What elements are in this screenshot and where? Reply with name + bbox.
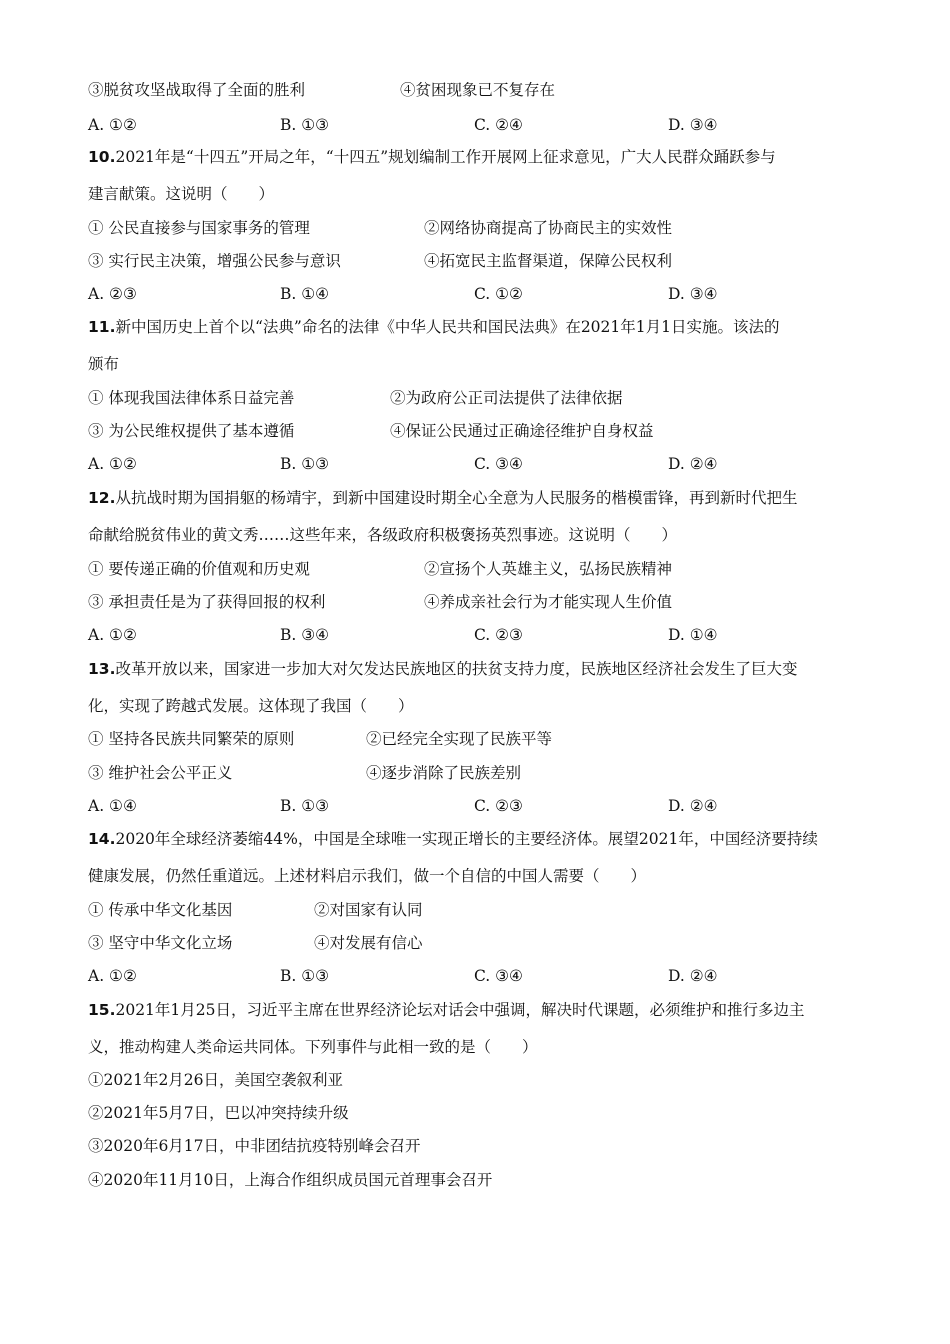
q13-stem-line-1 <box>88 659 797 679</box>
q15-stem-line-2: 义，推动构建人类命运共同体。下列事件与此相一致的是（ ） <box>88 1038 538 1056</box>
q12-answer-a: A. ①② <box>88 626 137 644</box>
q15-option-1: ①2021年2月26日，美国空袭叙利亚 <box>88 1071 344 1089</box>
q10-answer-d: D. ③④ <box>668 285 718 303</box>
q13-option-3: ③ 维护社会公平正义 <box>88 764 233 782</box>
q13-option-4: ④逐步消除了民族差别 <box>366 764 522 782</box>
q10-option-4: ④拓宽民主监督渠道，保障公民权利 <box>424 252 673 270</box>
q10-answer-b: B. ①④ <box>280 285 330 303</box>
q10-answer-c: C. ①② <box>474 285 523 303</box>
q11-stem-line-1 <box>88 317 780 337</box>
q14-answer-d: D. ②④ <box>668 967 718 985</box>
q13-number: 13. <box>88 660 116 678</box>
q10-stem-line-2: 建言献策。这说明（ ） <box>88 185 275 203</box>
q14-answer-a: A. ①② <box>88 967 137 985</box>
q15-option-3: ③2020年6月17日，中非团结抗疫特别峰会召开 <box>88 1137 421 1155</box>
q12-answer-c: C. ②③ <box>474 626 523 644</box>
q9-answer-b: B. ①③ <box>280 116 330 134</box>
q12-answer-b: B. ③④ <box>280 626 330 644</box>
q10-answer-a: A. ②③ <box>88 285 137 303</box>
q13-stem-text: 改革开放以来，国家进一步加大对欠发达民族地区的扶贫支持力度，民族地区经济社会发生了巨大变 <box>115 660 798 678</box>
q14-option-2: ②对国家有认同 <box>314 901 423 919</box>
q11-option-3: ③ 为公民维权提供了基本遵循 <box>88 422 295 440</box>
q13-answer-a: A. ①④ <box>88 797 137 815</box>
q11-stem-line-2: 颁布 <box>88 355 120 373</box>
q10-number: 10. <box>88 148 116 166</box>
q11-answer-a: A. ①② <box>88 455 137 473</box>
q12-option-4: ④养成亲社会行为才能实现人生价值 <box>424 593 673 611</box>
q11-stem-text: 新中国历史上首个以“法典”命名的法律《中华人民共和国民法典》在2021年1月1日实施。该法的 <box>115 318 780 336</box>
q10-option-1: ① 公民直接参与国家事务的管理 <box>88 219 310 237</box>
q13-stem-line-2: 化，实现了跨越式发展。这体现了我国（ ） <box>88 697 414 715</box>
q12-option-1: ① 要传递正确的价值观和历史观 <box>88 560 310 578</box>
q11-option-4: ④保证公民通过正确途径维护自身权益 <box>390 422 654 440</box>
q13-answer-c: C. ②③ <box>474 797 523 815</box>
q15-stem-text: 2021年1月25日，习近平主席在世界经济论坛对话会中强调，解决时代课题，必须维护和推行多边主 <box>115 1001 805 1019</box>
q14-answer-b: B. ①③ <box>280 967 330 985</box>
q12-stem-line-1 <box>88 488 797 508</box>
q9-answer-c: C. ②④ <box>474 116 523 134</box>
q9-option-3: ③脱贫攻坚战取得了全面的胜利 <box>88 81 306 99</box>
q15-option-4: ④2020年11月10日，上海合作组织成员国元首理事会召开 <box>88 1171 493 1189</box>
q15-number: 15. <box>88 1001 116 1019</box>
q13-answer-d: D. ②④ <box>668 797 718 815</box>
q10-option-3: ③ 实行民主决策，增强公民参与意识 <box>88 252 341 270</box>
q11-option-2: ②为政府公正司法提供了法律依据 <box>390 389 623 407</box>
q10-stem-text: 2021年是“十四五”开局之年，“十四五”规划编制工作开展网上征求意见，广大人民群众踊跃参与 <box>115 148 776 166</box>
q12-answer-d: D. ①④ <box>668 626 718 644</box>
q12-stem-line-2: 命献给脱贫伟业的黄文秀……这些年来，各级政府积极褒扬英烈事迹。这说明（ ） <box>88 526 678 544</box>
q14-stem-line-1 <box>88 829 818 849</box>
q13-option-2: ②已经完全实现了民族平等 <box>366 730 553 748</box>
q15-stem-line-1 <box>88 1000 805 1020</box>
q9-answer-d: D. ③④ <box>668 116 718 134</box>
q14-option-3: ③ 坚守中华文化立场 <box>88 934 233 952</box>
q12-stem-text: 从抗战时期为国捐躯的杨靖宇，到新中国建设时期全心全意为人民服务的楷模雷锋，再到新时代把生 <box>115 489 798 507</box>
q14-stem-line-2: 健康发展，仍然任重道远。上述材料启示我们，做一个自信的中国人需要（ ） <box>88 867 647 885</box>
q11-answer-b: B. ①③ <box>280 455 330 473</box>
q14-option-1: ① 传承中华文化基因 <box>88 901 233 919</box>
q9-answer-a: A. ①② <box>88 116 137 134</box>
q13-answer-b: B. ①③ <box>280 797 330 815</box>
q11-option-1: ① 体现我国法律体系日益完善 <box>88 389 295 407</box>
q10-option-2: ②网络协商提高了协商民主的实效性 <box>424 219 673 237</box>
q13-option-1: ① 坚持各民族共同繁荣的原则 <box>88 730 295 748</box>
q12-number: 12. <box>88 489 116 507</box>
q14-number: 14. <box>88 830 116 848</box>
q14-stem-text: 2020年全球经济萎缩44%，中国是全球唯一实现正增长的主要经济体。展望2021年，中国经济要持续 <box>115 830 818 848</box>
q11-number: 11. <box>88 318 116 336</box>
q12-option-3: ③ 承担责任是为了获得回报的权利 <box>88 593 326 611</box>
q14-option-4: ④对发展有信心 <box>314 934 423 952</box>
q15-option-2: ②2021年5月7日，巴以冲突持续升级 <box>88 1104 349 1122</box>
q11-answer-c: C. ③④ <box>474 455 523 473</box>
q14-answer-c: C. ③④ <box>474 967 523 985</box>
q11-answer-d: D. ②④ <box>668 455 718 473</box>
q9-option-4: ④贫困现象已不复存在 <box>400 81 556 99</box>
q10-stem-line-1 <box>88 147 776 167</box>
q12-option-2: ②宣扬个人英雄主义，弘扬民族精神 <box>424 560 673 578</box>
